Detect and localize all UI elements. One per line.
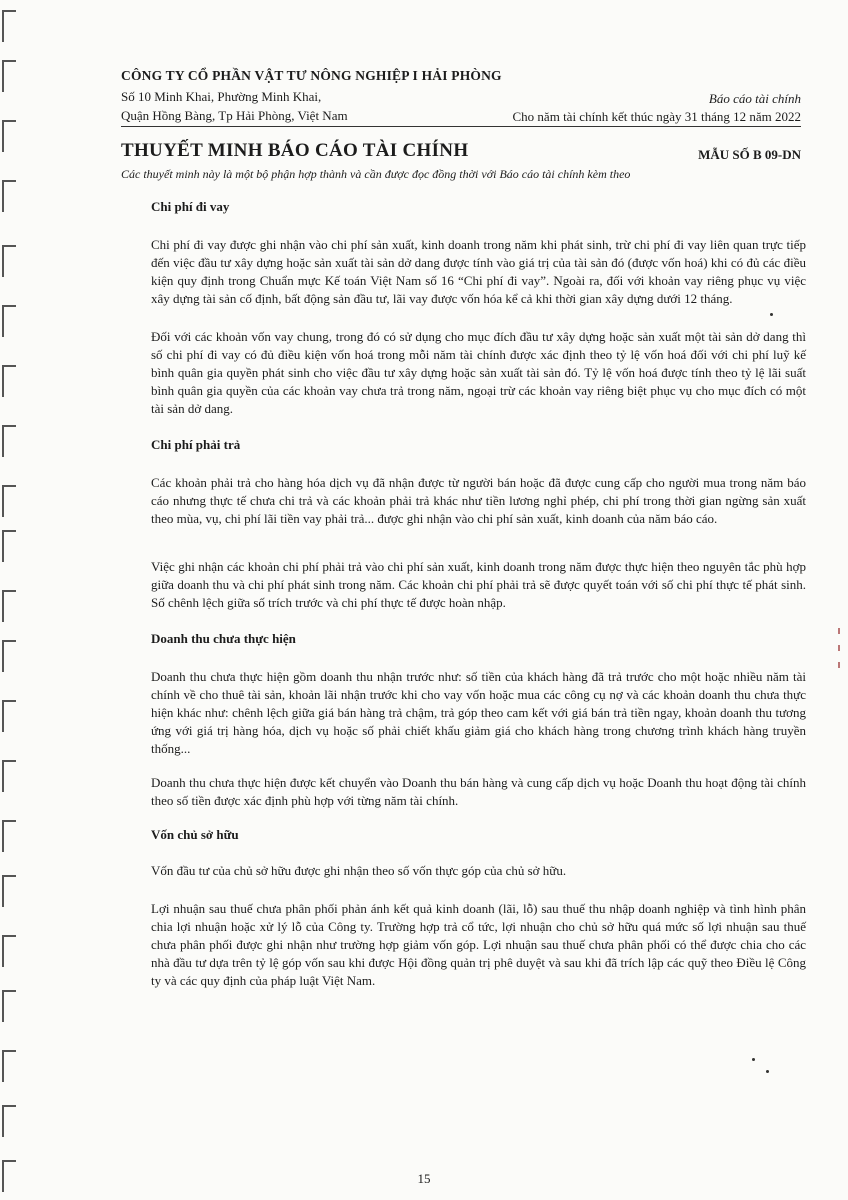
report-period: Cho năm tài chính kết thúc ngày 31 tháng 12 năm 2022	[512, 109, 801, 124]
binder-mark	[2, 530, 16, 562]
paragraph: Doanh thu chưa thực hiện gồm doanh thu nhận trước như: số tiền của khách hàng đã trả trước cho một hoặc nhiều năm tài chính về cho thuê tài sản, khoản lãi nhận trước khi cho vay vốn hoặc mua các công cụ nợ và các khoản doanh thu chưa thực hiện khác như: chênh lệch giữa giá bán hàng trả chậm, trả góp theo cam kết với giá bán trả tiền ngay, khoản doanh thu tương ứng với giá trị hàng hóa, dịch vụ hoặc số phải chiết khấu giảm giá cho khách hàng trong chương trình khách hàng truyền thống...	[151, 669, 806, 756]
document-subtitle: Các thuyết minh này là một bộ phận hợp thành và cần được đọc đồng thời với Báo cáo tài chính kèm theo	[121, 167, 631, 181]
paragraph: Đối với các khoản vốn vay chung, trong đó có sử dụng cho mục đích đầu tư xây dựng hoặc sản xuất một tài sản dở dang thì số chi phí đi vay có đủ điều kiện vốn hoá trong mỗi năm tài chính được xác định theo tỷ lệ vốn hoá đối với chi phí luỹ kế bình quân gia quyền phát sinh cho việc đầu tư xây dựng hoặc sản xuất tài sản đó. Tỷ lệ vốn hoá được tính theo tỷ lệ lãi suất bình quân gia quyền của các khoản vay chưa trả trong năm, ngoại trừ các khoản vay riêng biệt phục vụ cho mục đích có một tài sản dở dang.	[151, 329, 806, 416]
form-code: MẪU SỐ B 09-DN	[698, 147, 801, 162]
binder-mark	[2, 485, 16, 517]
binder-mark	[2, 590, 16, 622]
scan-speck	[770, 313, 773, 316]
section-heading-borrowing-costs: Chi phí đi vay	[151, 199, 230, 214]
binder-mark	[2, 245, 16, 277]
address-line-2: Quận Hồng Bàng, Tp Hải Phòng, Việt Nam	[121, 108, 348, 123]
notes-body	[151, 198, 806, 990]
section-heading-accrued-expenses: Chi phí phải trả	[151, 437, 241, 452]
scan-speck	[766, 1070, 769, 1073]
scan-speck	[752, 1058, 755, 1061]
binder-mark	[2, 365, 16, 397]
scan-mark	[838, 645, 840, 651]
scan-mark	[838, 628, 840, 634]
section-heading-unearned-revenue: Doanh thu chưa thực hiện	[151, 631, 296, 646]
paragraph: Việc ghi nhận các khoản chi phí phải trả vào chi phí sản xuất, kinh doanh trong năm được thực hiện theo nguyên tắc phù hợp giữa doanh thu và chi phí phát sinh trong năm. Các khoản chi phí phải trả sẽ được quyết toán với số chi phí thực tế phát sinh. Số chênh lệch giữa số trích trước và chi phí thực tế được hoàn nhập.	[151, 559, 806, 610]
binder-mark	[2, 700, 16, 732]
binder-mark	[2, 935, 16, 967]
binder-mark	[2, 820, 16, 852]
binder-mark	[2, 640, 16, 672]
paragraph: Vốn đầu tư của chủ sở hữu được ghi nhận theo số vốn thực góp của chủ sở hữu.	[151, 863, 567, 878]
binder-mark	[2, 180, 16, 212]
binder-mark	[2, 1105, 16, 1137]
paragraph: Lợi nhuận sau thuế chưa phân phối phản ánh kết quả kinh doanh (lãi, lỗ) sau thuế thu nhập doanh nghiệp và tình hình phân chia lợi nhuận hoặc xử lý lỗ của Công ty. Trường hợp trả cổ tức, lợi nhuận cho chủ sở hữu quá mức số lợi nhuận sau thuế chưa phân phối được ghi nhận như trường hợp giảm vốn góp. Lợi nhuận sau thuế chưa phân phối có thể được chia cho các nhà đầu tư dựa trên tỷ lệ góp vốn sau khi được Hội đồng quản trị phê duyệt và sau khi đã trích lập các quỹ theo Điều lệ Công ty và các quy định của pháp luật Việt Nam.	[151, 901, 806, 988]
binder-mark	[2, 760, 16, 792]
binder-mark	[2, 60, 16, 92]
binder-mark	[2, 305, 16, 337]
paragraph: Doanh thu chưa thực hiện được kết chuyển vào Doanh thu bán hàng và cung cấp dịch vụ hoặc Doanh thu hoạt động tài chính theo số tiền được xác định phù hợp với từng năm tài chính.	[151, 775, 806, 808]
binder-mark	[2, 875, 16, 907]
binder-mark	[2, 990, 16, 1022]
paragraph: Các khoản phải trả cho hàng hóa dịch vụ đã nhận được từ người bán hoặc đã được cung cấp cho người mua trong năm báo cáo nhưng thực tế chưa chi trả và các khoản phải trả khác như tiền lương nghỉ phép, chi phí trong thời gian ngừng sản xuất theo mùa, vụ, chi phí lãi tiền vay phải trả... được ghi nhận vào chi phí sản xuất, kinh doanh của năm báo cáo.	[151, 475, 806, 526]
binder-mark	[2, 10, 16, 42]
scan-mark	[838, 662, 840, 668]
report-title: Báo cáo tài chính	[708, 91, 801, 106]
header-divider	[121, 126, 801, 127]
binder-mark	[2, 1050, 16, 1082]
document-title: THUYẾT MINH BÁO CÁO TÀI CHÍNH	[121, 140, 469, 161]
address-line-1: Số 10 Minh Khai, Phường Minh Khai,	[121, 89, 322, 104]
section-heading-owners-equity: Vốn chủ sở hữu	[151, 827, 239, 842]
page-number: 15	[417, 1171, 431, 1186]
binder-mark	[2, 425, 16, 457]
binder-mark	[2, 120, 16, 152]
company-name: CÔNG TY CỔ PHẦN VẬT TƯ NÔNG NGHIỆP I HẢI PHÒNG	[121, 68, 502, 83]
paragraph: Chi phí đi vay được ghi nhận vào chi phí sản xuất, kinh doanh trong năm khi phát sinh, trừ chi phí đi vay liên quan trực tiếp đến việc đầu tư xây dựng hoặc sản xuất tài sản dở dang được tính vào giá trị của tài sản đó (được vốn hoá) khi có đủ các điều kiện quy định trong Chuẩn mực Kế toán Việt Nam số 16 “Chi phí đi vay”. Ngoài ra, đối với khoản vay riêng phục vụ việc xây dựng tài sản cố định, bất động sản đầu tư, lãi vay được vốn hóa kể cả khi thời gian xây dựng dưới 12 tháng.	[151, 237, 806, 306]
